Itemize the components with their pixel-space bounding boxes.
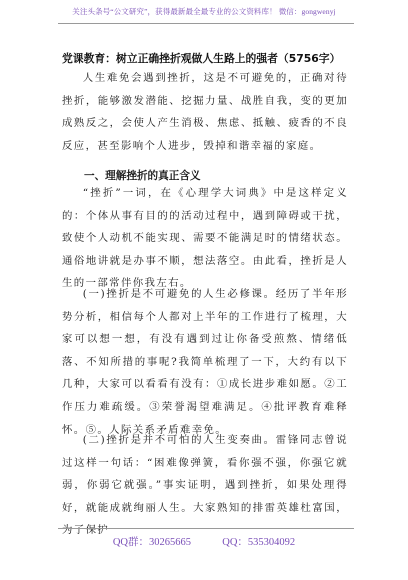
section-heading: 一、理解挫折的真正含义: [84, 170, 201, 182]
paragraph-intro: 人生难免会遇到挫折，这是不可避免的，正确对待挫折，能够激发潜能、挖掘力量、战胜自我，变的更加成熟反之，会使人产生消极、焦虑、抵触、疲香的不良反应，甚至影响个人进步，毁掉和谐幸福的家庭。: [62, 72, 348, 152]
header-divider: [58, 23, 354, 24]
footer-qq-group: QQ群：30265665: [112, 537, 191, 548]
header-note: 关注头条号“公文研究”，获得最新最全最专业的公文资料库！ 微信：gongwenyj: [72, 7, 336, 16]
paragraph-point-two: (二)挫折是并不可怕的人生变奏曲。雷锋同志曾说过这样一句话：“困难像弹簧，看你强不强，你强它就弱，你弱它就强。”事实证明，遇到挫折，如果处理得好，就能成就绚丽人生。大家熟知的排雷英雄杜富国，为了保护: [62, 434, 348, 537]
paragraph-point-one: (一)挫折是不可避免的人生必修课。经历了半年形势分析，相信每个人都对上半年的工作进行了梳理，大家可以想一想，有没有遇到过让你备受煎熬、情绪低落、不知所措的事呢?我简单梳理了一下，大约有以下几种，大家可以看看有没有：①成长进步难如愿。②工作压力难疏缓。③荣誉渴望难满足。④批评教育难释怀。⑤。人际关系矛盾难幸免。: [62, 288, 348, 436]
footer-qq: QQ：535304092: [222, 537, 296, 548]
document-title: 党课教育：树立正确挫折观做人生路上的强者（5756字）: [62, 52, 341, 65]
footer-divider: [58, 528, 354, 529]
paragraph-definition: “挫折”一词，在《心理学大词典》中是这样定义的：个体从事有目的的活动过程中，遇到障碍或干扰，致使个人动机不能实现、需要不能满足时的情绪状态。通俗地讲就是办事不顺，想法落空。由此看，挫折是人生的一部常伴你我左右。: [62, 187, 348, 290]
footer-contact: [0, 534, 408, 549]
